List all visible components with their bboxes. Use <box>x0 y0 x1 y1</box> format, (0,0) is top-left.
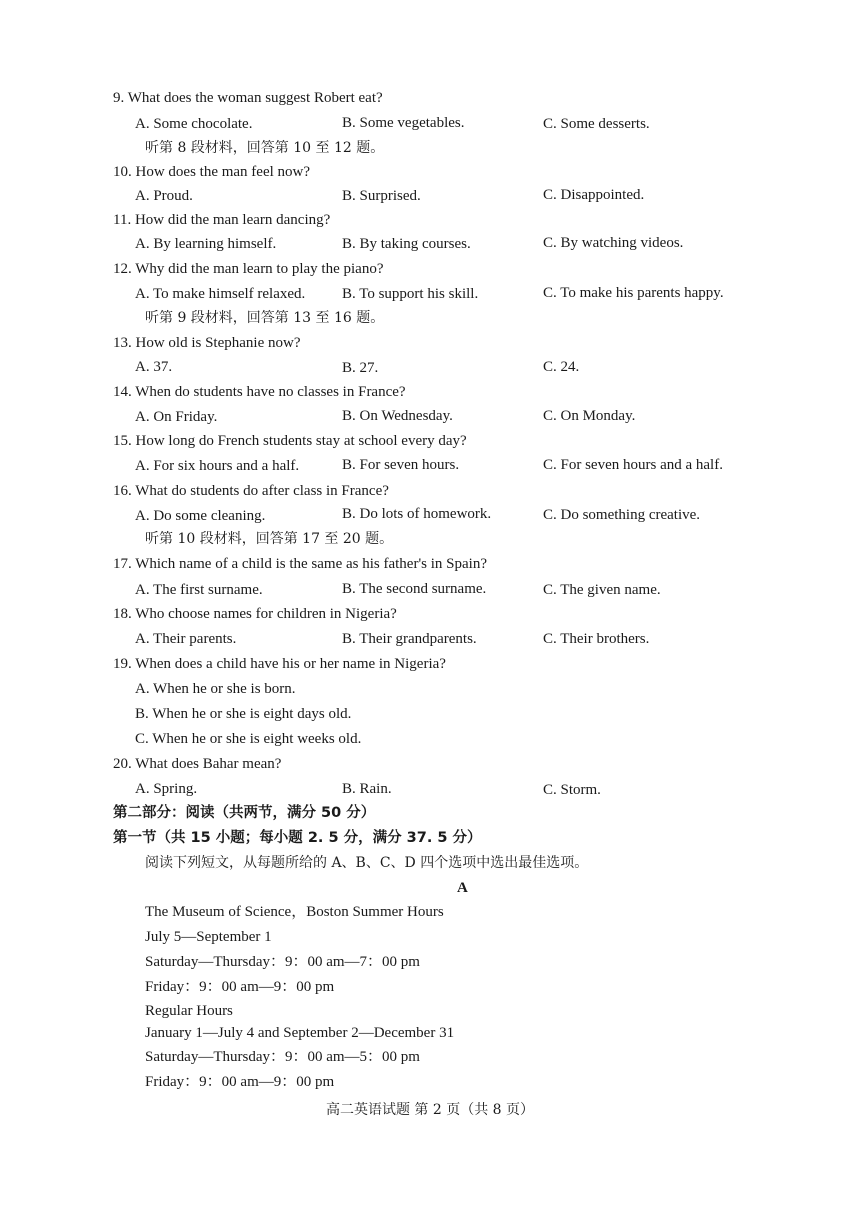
question-16: 16. What do students do after class in France? <box>113 483 389 499</box>
passage-line-4: Friday：9：00 am—9：00 pm <box>145 979 335 995</box>
q10-option-b: B. Surprised. <box>342 188 421 204</box>
q10-option-a: A. Proud. <box>135 188 193 204</box>
q18-option-c: C. Their brothers. <box>543 631 650 647</box>
q19-option-c: C. When he or she is eight weeks old. <box>135 731 362 747</box>
question-9: 9. What does the woman suggest Robert eat? <box>113 90 383 106</box>
q14-option-b: B. On Wednesday. <box>342 408 453 424</box>
q15-option-a: A. For six hours and a half. <box>135 458 300 474</box>
q15-option-b: B. For seven hours. <box>342 457 460 473</box>
question-18: 18. Who choose names for children in Nigeria? <box>113 606 397 622</box>
reading-instructions: 阅读下列短文，从每题所给的 A、B、C、D 四个选项中选出最佳选项。 <box>145 855 589 871</box>
passage-line-1: The Museum of Science，Boston Summer Hours <box>145 904 444 920</box>
passage-label: A <box>457 880 468 896</box>
passage-line-2: July 5—September 1 <box>145 929 272 945</box>
q14-option-c: C. On Monday. <box>543 408 636 424</box>
q16-option-b: B. Do lots of homework. <box>342 506 492 522</box>
question-13: 13. How old is Stephanie now? <box>113 335 301 351</box>
q11-option-c: C. By watching videos. <box>543 235 684 251</box>
q13-option-b: B. 27. <box>342 360 379 376</box>
q20-option-b: B. Rain. <box>342 781 392 797</box>
q12-option-a: A. To make himself relaxed. <box>135 286 306 302</box>
q9-option-b: B. Some vegetables. <box>342 115 465 131</box>
question-19: 19. When does a child have his or her name in Nigeria? <box>113 656 446 672</box>
passage-line-8: Friday：9：00 am—9：00 pm <box>145 1074 335 1090</box>
question-15: 15. How long do French students stay at school every day? <box>113 433 467 449</box>
q9-option-a: A. Some chocolate. <box>135 116 253 132</box>
q13-option-a: A. 37. <box>135 359 173 375</box>
q16-option-c: C. Do something creative. <box>543 507 701 523</box>
page-footer: 高二英语试题 第 2 页（共 8 页） <box>325 1102 535 1118</box>
q11-option-b: B. By taking courses. <box>342 236 471 252</box>
passage-line-3: Saturday—Thursday：9：00 am—7：00 pm <box>145 954 420 970</box>
q11-option-a: A. By learning himself. <box>135 236 277 252</box>
q15-option-c: C. For seven hours and a half. <box>543 457 723 473</box>
q20-option-a: A. Spring. <box>135 781 198 797</box>
question-10: 10. How does the man feel now? <box>113 164 311 180</box>
question-20: 20. What does Bahar mean? <box>113 756 282 772</box>
q19-option-b: B. When he or she is eight days old. <box>135 706 352 722</box>
passage-line-5: Regular Hours <box>145 1003 233 1019</box>
question-12: 12. Why did the man learn to play the piano? <box>113 261 384 277</box>
q20-option-c: C. Storm. <box>543 782 601 798</box>
q16-option-a: A. Do some cleaning. <box>135 508 266 524</box>
q18-option-a: A. Their parents. <box>135 631 237 647</box>
listening-instruction-9: 听第 9 段材料，回答第 13 至 16 题。 <box>145 310 385 326</box>
section1-heading: 第一节（共 15 小题；每小题 2. 5 分，满分 37. 5 分） <box>113 830 482 846</box>
passage-line-7: Saturday—Thursday：9：00 am—5：00 pm <box>145 1049 420 1065</box>
question-11: 11. How did the man learn dancing? <box>113 212 331 228</box>
q19-option-a: A. When he or she is born. <box>135 681 296 697</box>
q18-option-b: B. Their grandparents. <box>342 631 477 647</box>
q17-option-a: A. The first surname. <box>135 582 263 598</box>
q13-option-c: C. 24. <box>543 359 580 375</box>
q17-option-c: C. The given name. <box>543 582 661 598</box>
q12-option-c: C. To make his parents happy. <box>543 285 724 301</box>
q9-option-c: C. Some desserts. <box>543 116 650 132</box>
part2-heading: 第二部分：阅读（共两节，满分 50 分） <box>113 805 376 821</box>
listening-instruction-8: 听第 8 段材料，回答第 10 至 12 题。 <box>145 140 385 156</box>
passage-line-6: January 1—July 4 and September 2—December 31 <box>145 1025 455 1041</box>
question-14: 14. When do students have no classes in France? <box>113 384 406 400</box>
q17-option-b: B. The second surname. <box>342 581 487 597</box>
q12-option-b: B. To support his skill. <box>342 286 479 302</box>
q14-option-a: A. On Friday. <box>135 409 218 425</box>
listening-instruction-10: 听第 10 段材料，回答第 17 至 20 题。 <box>145 531 394 547</box>
q10-option-c: C. Disappointed. <box>543 187 645 203</box>
question-17: 17. Which name of a child is the same as his father's in Spain? <box>113 556 487 572</box>
